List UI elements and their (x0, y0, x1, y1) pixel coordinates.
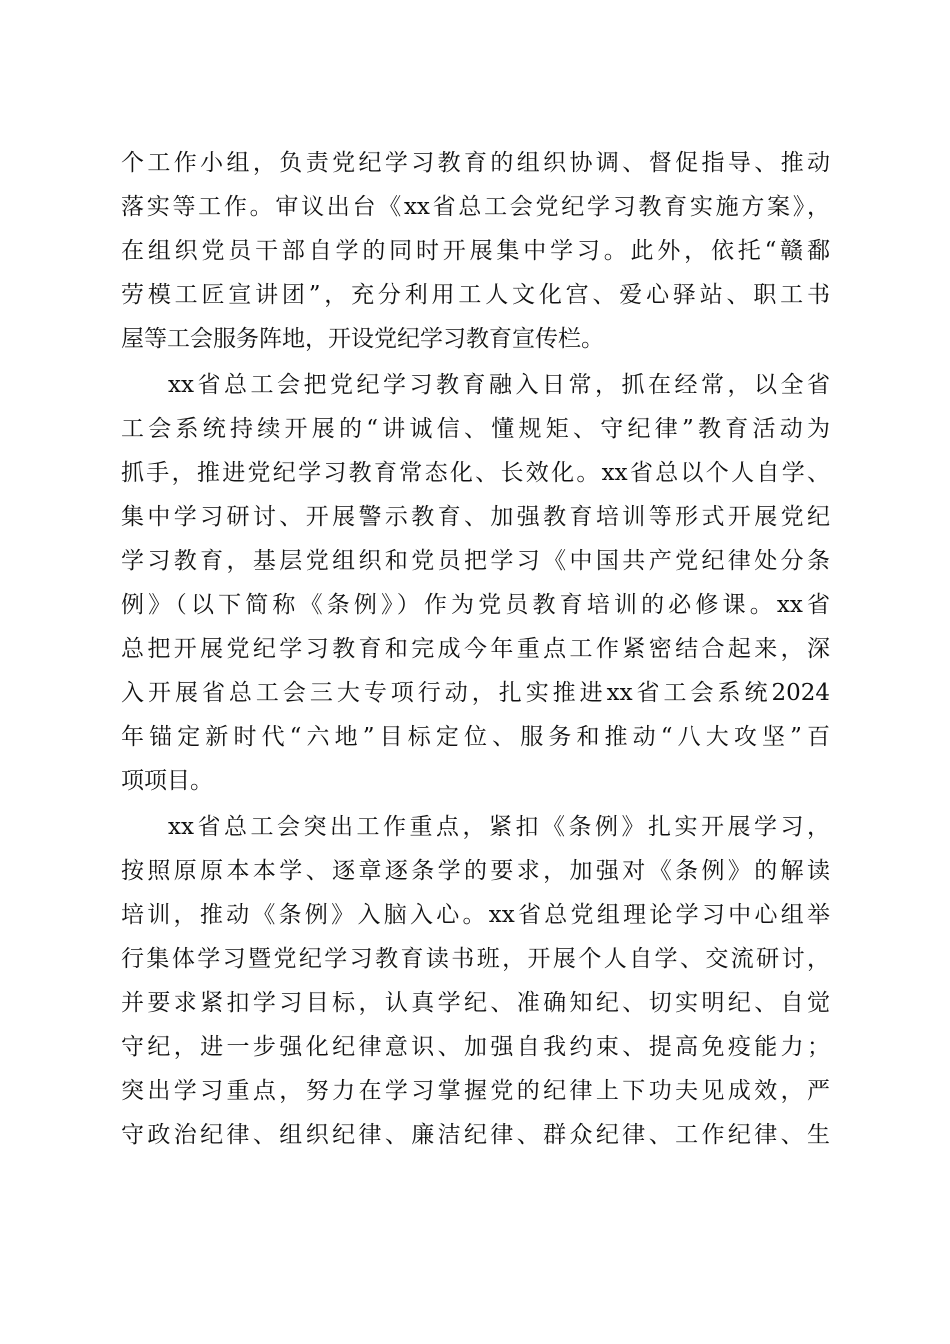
paragraph-2-line-5: 学习教育，基层党组织和党员把学习《中国共产党纪律处分条 (121, 548, 830, 574)
paragraph-3-line-3: 培训，推动《条例》入脑入心。xx省总党组理论学习中心组举 (121, 902, 830, 928)
paragraph-3-line-2: 按照原原本本学、逐章逐条学的要求，加强对《条例》的解读 (121, 858, 830, 884)
paragraph-1-line-2: 落实等工作。审议出台《xx省总工会党纪学习教育实施方案》， (121, 194, 830, 220)
paragraph-1-line-5: 屋等工会服务阵地，开设党纪学习教育宣传栏。 (121, 326, 604, 352)
paragraph-2-line-9: 年锚定新时代“六地”目标定位、服务和推动“八大攻坚”百 (121, 724, 830, 750)
paragraph-3-line-6: 守纪，进一步强化纪律意识、加强自我约束、提高免疫能力； (121, 1034, 830, 1060)
paragraph-2-line-7: 总把开展党纪学习教育和完成今年重点工作紧密结合起来，深 (121, 636, 830, 662)
paragraph-1-line-4: 劳模工匠宣讲团”，充分利用工人文化宫、爱心驿站、职工书 (121, 282, 830, 308)
paragraph-3-line-8: 守政治纪律、组织纪律、廉洁纪律、群众纪律、工作纪律、生 (121, 1122, 830, 1148)
paragraph-2-line-1: xx省总工会把党纪学习教育融入日常，抓在经常，以全省 (168, 372, 830, 398)
paragraph-2-line-3: 抓手，推进党纪学习教育常态化、长效化。xx省总以个人自学、 (121, 460, 830, 486)
paragraph-2-line-2: 工会系统持续开展的“讲诚信、懂规矩、守纪律”教育活动为 (121, 416, 830, 442)
paragraph-3-line-7: 突出学习重点，努力在学习掌握党的纪律上下功夫见成效，严 (121, 1078, 830, 1104)
paragraph-2-line-8: 入开展省总工会三大专项行动，扎实推进xx省工会系统2024 (121, 680, 830, 706)
paragraph-2-line-10: 项项目。 (121, 768, 213, 794)
paragraph-3-line-4: 行集体学习暨党纪学习教育读书班，开展个人自学、交流研讨， (121, 946, 830, 972)
paragraph-3-line-1: xx省总工会突出工作重点，紧扣《条例》扎实开展学习， (168, 814, 830, 840)
paragraph-3-line-5: 并要求紧扣学习目标，认真学纪、准确知纪、切实明纪、自觉 (121, 990, 830, 1016)
paragraph-2-line-4: 集中学习研讨、开展警示教育、加强教育培训等形式开展党纪 (121, 504, 830, 530)
paragraph-2-line-6: 例》（以下简称《条例》）作为党员教育培训的必修课。xx省 (121, 592, 830, 618)
paragraph-1-line-1: 个工作小组，负责党纪学习教育的组织协调、督促指导、推动 (121, 150, 830, 176)
paragraph-1-line-3: 在组织党员干部自学的同时开展集中学习。此外，依托“赣鄱 (121, 238, 830, 264)
